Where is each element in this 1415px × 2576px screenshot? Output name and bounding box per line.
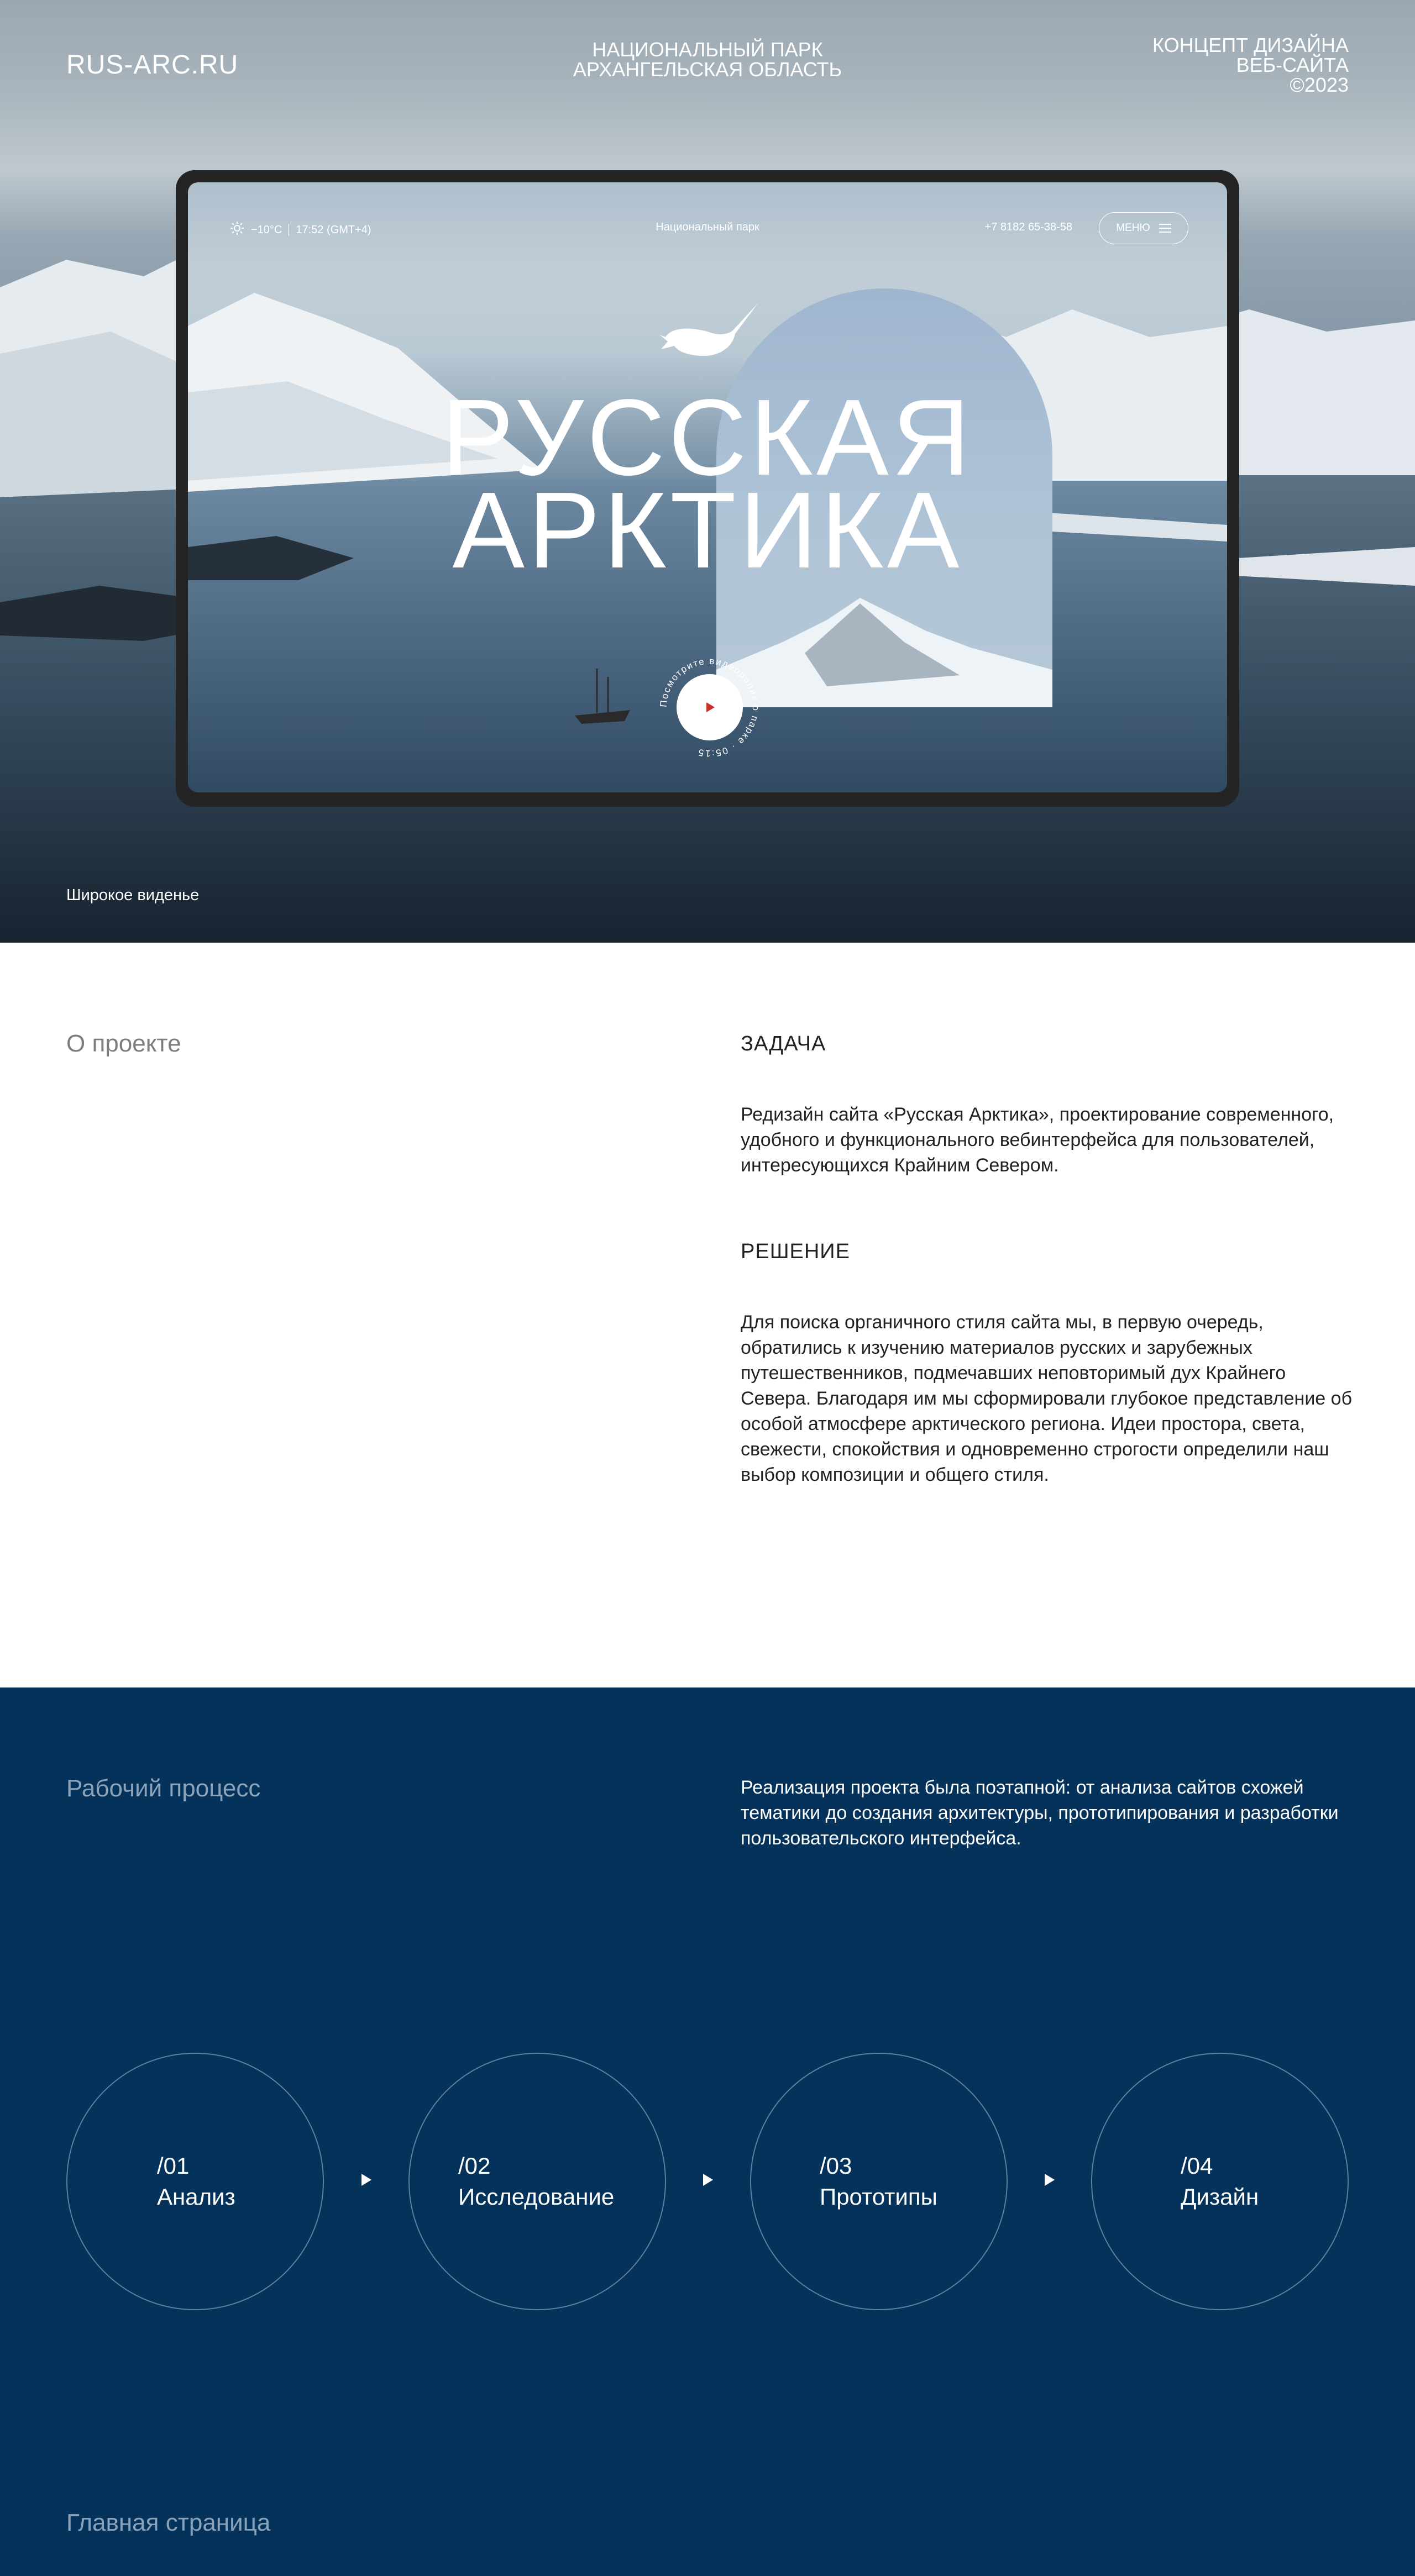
arrow-right-icon: [703, 2174, 713, 2186]
local-time: 17:52 (GMT+4): [296, 223, 371, 236]
hamburger-icon: [1159, 224, 1171, 233]
task-text: Редизайн сайта «Русская Арктика», проектирование современного, удобного и функционального вебинтерфейса для пользователей, интересующихся Крайним Севером.: [741, 1104, 1334, 1176]
step-research: [408, 2053, 666, 2310]
site-logo[interactable]: RUS-ARC.RU: [66, 50, 239, 80]
hero-caption: Широкое виденье: [66, 886, 200, 904]
step-number: /04: [1181, 2153, 1213, 2179]
step-label: Анализ: [157, 2184, 235, 2210]
about-section: [0, 943, 1415, 1687]
step-number: /03: [820, 2153, 852, 2179]
mockup-phone[interactable]: +7 8182 65-38-58: [984, 221, 1072, 233]
hero-section: [0, 0, 1415, 943]
step-label: Исследование: [458, 2184, 615, 2210]
concept-label: [1152, 35, 1349, 95]
solution-text: Для поиска органичного стиля сайта мы, в первую очередь, обратились к изучению материалов русских и зарубежных путешественников, подмечавших неповторимый дух Крайнего Севера. Благодаря им мы сформировали глубокое представление об особой атмосфере арктического региона. Идеи простора, света, свежести, спокойствия и одновременно строгости определили наш выбор композиции и общего стиля.: [741, 1312, 1353, 1485]
menu-button[interactable]: [1099, 212, 1188, 244]
park-title-line1: НАЦИОНАЛЬНЫЙ ПАРК: [592, 38, 823, 61]
menu-label: МЕНЮ: [1116, 222, 1150, 234]
process-label: Рабочий процесс: [66, 1775, 261, 1802]
step-label: Прототипы: [820, 2184, 937, 2210]
hero-title-line2: АРКТИКА: [452, 470, 963, 591]
step-analysis: [66, 2053, 324, 2310]
arrow-right-icon: [361, 2174, 371, 2186]
concept-line2: ВЕБ-САЙТА: [1236, 54, 1349, 76]
video-play-widget[interactable]: [654, 652, 765, 763]
concept-line1: КОНЦЕПТ ДИЗАЙНА: [1152, 34, 1349, 56]
step-number: /01: [157, 2153, 190, 2179]
process-intro: Реализация проекта была поэтапной: от анализа сайтов схожей тематики до создания архитектуры, прототипирования и разработки пользовательского интерфейса.: [741, 1777, 1339, 1849]
hero-title-line1: РУССКАЯ: [441, 377, 974, 498]
park-title-line2: АРХАНГЕЛЬСКАЯ ОБЛАСТЬ: [573, 58, 842, 81]
step-prototypes: [750, 2053, 1008, 2310]
concept-year: ©2023: [1290, 73, 1349, 96]
narwhal-logo-icon: [656, 298, 761, 370]
main-page-label: Главная страница: [66, 2509, 271, 2536]
task-heading: ЗАДАЧА: [741, 1032, 826, 1055]
step-design: [1091, 2053, 1349, 2310]
hero-title: [0, 377, 1415, 591]
temperature: −10°C: [251, 223, 282, 236]
step-label: Дизайн: [1181, 2184, 1259, 2210]
mockup-nav-link[interactable]: Национальный парк: [656, 221, 759, 233]
arrow-right-icon: [1045, 2174, 1055, 2186]
svg-text:Посмотрите видеоролик о парке: Посмотрите видеоролик о парке · 05:15: [658, 655, 762, 759]
play-icon: [702, 700, 717, 715]
play-button[interactable]: [677, 674, 743, 740]
solution-heading: РЕШЕНИЕ: [741, 1240, 850, 1263]
process-section: [0, 1687, 1415, 2576]
step-number: /02: [458, 2153, 491, 2179]
about-label: О проекте: [66, 1030, 181, 1057]
